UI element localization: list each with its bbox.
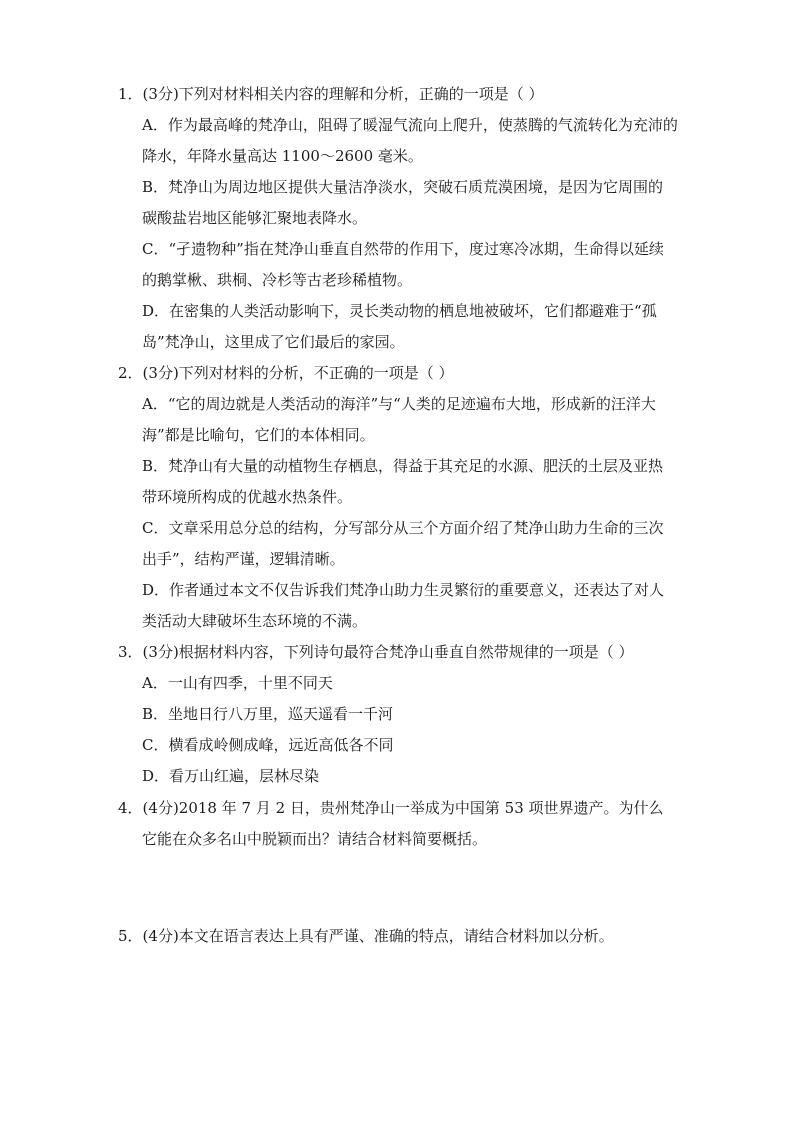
- question-stem: 4．(4分)2018 年 7 月 2 日，贵州梵净山一举成为中国第 53 项世界遗产。为什么它能在众多名山中脱颖而出？请结合材料简要概括。: [118, 799, 664, 848]
- question-2: [118, 358, 678, 637]
- question-4: [118, 793, 678, 855]
- question-3: [118, 637, 678, 792]
- option-a: A．“它的周边就是人类活动的海洋”与“人类的足迹遍布大地，形成新的汪洋大海”都是比喻句，它们的本体相同。: [142, 395, 656, 444]
- question-stem: 2．(3分)下列对材料的分析，不正确的一项是（ ）: [118, 364, 454, 382]
- question-1: [118, 79, 678, 358]
- question-stem: 3．(3分)根据材料内容，下列诗句最符合梵净山垂直自然带规律的一项是（ ）: [118, 643, 634, 661]
- option-a: A．作为最高峰的梵净山，阻碍了暖湿气流向上爬升，使蒸腾的气流转化为充沛的降水，年降水量高达 1100～2600 毫米。: [142, 116, 678, 165]
- question-5: [118, 921, 678, 952]
- option-c: C．横看成岭侧成峰，远近高低各不同: [142, 736, 394, 754]
- question-stem: 1．(3分)下列对材料相关内容的理解和分析，正确的一项是（ ）: [118, 85, 544, 103]
- option-list: [118, 389, 678, 637]
- option-d: D．在密集的人类活动影响下，灵长类动物的栖息地被破坏，它们都避难于“孤岛”梵净山，这里成了它们最后的家园。: [142, 302, 657, 351]
- option-b: B．梵净山有大量的动植物生存栖息，得益于其充足的水源、肥沃的土层及亚热带环境所构成的优越水热条件。: [142, 457, 664, 506]
- option-a: A．一山有四季，十里不同天: [142, 674, 333, 692]
- option-c: C．文章采用总分总的结构，分写部分从三个方面介绍了梵净山助力生命的三次出手”，结构严谨，逻辑清晰。: [142, 519, 664, 568]
- option-b: B．梵净山为周边地区提供大量洁净淡水，突破石质荒漠困境，是因为它周围的碳酸盐岩地区能够汇聚地表降水。: [142, 178, 664, 227]
- option-list: [118, 110, 678, 358]
- option-d: D．看万山红遍，层林尽染: [142, 767, 320, 785]
- question-stem: 5．(4分)本文在语言表达上具有严谨、准确的特点，请结合材料加以分析。: [118, 927, 614, 945]
- option-b: B．坐地日行八万里，巡天遥看一千河: [142, 705, 394, 723]
- option-list: [118, 668, 678, 792]
- option-c: C．“孑遗物种”指在梵净山垂直自然带的作用下，度过寒冷冰期，生命得以延续的鹅掌楸、珙桐、冷杉等古老珍稀植物。: [142, 240, 664, 289]
- option-d: D．作者通过本文不仅告诉我们梵净山助力生灵繁衍的重要意义，还表达了对人类活动大肆破坏生态环境的不满。: [142, 581, 665, 630]
